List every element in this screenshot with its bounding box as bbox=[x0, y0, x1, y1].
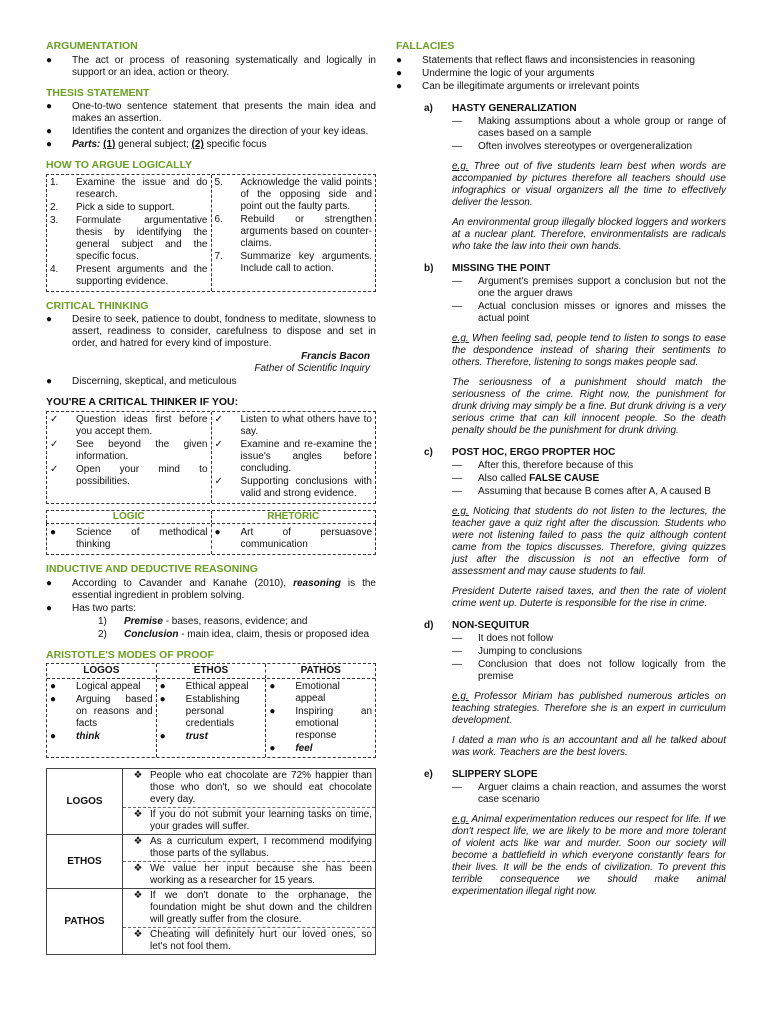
fallacy-example bbox=[396, 333, 726, 369]
list-item bbox=[396, 141, 726, 153]
bullet-icon: ● bbox=[214, 526, 221, 538]
eg-label: e.g. bbox=[452, 690, 469, 702]
example-body bbox=[123, 889, 375, 954]
thinker-trait: Supporting conclusions with valid and strong evidence. bbox=[240, 475, 372, 499]
list-item bbox=[269, 706, 372, 742]
logos-header: LOGOS bbox=[83, 665, 120, 677]
rhetoric-heading: RHETORIC bbox=[211, 511, 376, 523]
list-item bbox=[160, 681, 263, 693]
dash-icon: — bbox=[452, 459, 462, 471]
thesis-heading: THESIS STATEMENT bbox=[46, 86, 150, 99]
argue-steps-left bbox=[47, 175, 211, 291]
premise-term: Premise bbox=[124, 615, 163, 627]
mode-keyword: think bbox=[76, 731, 100, 743]
thinker-trait: Question ideas first before you accept them. bbox=[76, 413, 208, 437]
step-number: 7. bbox=[214, 250, 223, 262]
bullet-icon: ● bbox=[269, 681, 276, 693]
fallacy-detail: Assuming that because B comes after A, A caused B bbox=[478, 485, 711, 497]
example-label: LOGOS bbox=[47, 769, 123, 834]
fallacy-point: Can be illegitimate arguments or irrelevant points bbox=[422, 80, 640, 92]
fallacy-title-row bbox=[396, 620, 726, 632]
parts-label: Parts: bbox=[72, 139, 101, 151]
fallacy-detail: After this, therefore because of this bbox=[478, 459, 634, 471]
thesis-point: Identifies the content and organizes the direction of your key ideas. bbox=[72, 126, 369, 138]
fallacy-slippery-slope bbox=[396, 769, 726, 898]
part2-number: (2) bbox=[191, 139, 204, 151]
fallacy-detail: Arguer claims a chain reaction, and assumes the worst case scenario bbox=[478, 781, 726, 805]
list-item bbox=[46, 603, 376, 615]
fallacy-example: I dated a man who is an accountant and all he talked about was work. Teachers are the best lovers. bbox=[452, 734, 726, 758]
fallacy-detail: Often involves stereotypes or overgeneralization bbox=[478, 140, 693, 152]
bullet-icon: ● bbox=[50, 681, 57, 693]
example-text: When feeling sad, people tend to listen to songs to ease the despondence instead of sharing their sentiments to others. Therefore, listening to songs makes people sad. bbox=[452, 332, 726, 368]
fallacy-non-sequitur bbox=[396, 620, 726, 759]
example-label: ETHOS bbox=[47, 835, 123, 888]
fallacy-detail bbox=[478, 473, 726, 485]
list-item bbox=[46, 139, 376, 151]
dash-icon: — bbox=[452, 472, 462, 484]
list-item bbox=[46, 616, 376, 628]
thinker-heading: YOU'RE A CRITICAL THINKER IF YOU: bbox=[46, 396, 239, 409]
list-item bbox=[396, 646, 726, 658]
fallacy-detail: Argument's premises support a conclusion but not the one the arguer draws bbox=[478, 275, 726, 299]
list-item bbox=[46, 126, 376, 138]
right-column bbox=[396, 40, 726, 898]
dash-icon: — bbox=[452, 632, 462, 644]
bullet-icon: ● bbox=[46, 54, 53, 66]
example-text: As a curriculum expert, I recommend modifying those parts of the syllabus. bbox=[150, 836, 372, 860]
pathos-cell bbox=[265, 679, 375, 757]
check-icon: ✓ bbox=[214, 475, 223, 487]
list-item bbox=[50, 264, 208, 288]
list-item bbox=[160, 694, 263, 730]
list-item bbox=[123, 861, 375, 888]
list-item bbox=[46, 578, 376, 602]
fallacy-title: NON-SEQUITUR bbox=[452, 619, 530, 631]
fallacy-missing-the-point bbox=[396, 263, 726, 437]
thesis-parts bbox=[72, 139, 376, 151]
dash-icon: — bbox=[452, 115, 462, 127]
bullet-icon: ● bbox=[46, 577, 53, 589]
fallacy-title-row bbox=[396, 447, 726, 459]
fallacy-title-row bbox=[396, 103, 726, 115]
list-item bbox=[50, 439, 208, 463]
list-item bbox=[50, 694, 153, 730]
list-item bbox=[46, 629, 376, 641]
bullet-icon: ● bbox=[396, 80, 403, 92]
list-item bbox=[123, 889, 375, 927]
diamond-icon: ❖ bbox=[133, 929, 143, 941]
table-row bbox=[47, 769, 375, 834]
check-icon: ✓ bbox=[214, 438, 223, 450]
diamond-icon: ❖ bbox=[133, 770, 143, 782]
fallacy-letter: a) bbox=[424, 102, 433, 114]
example-text: People who eat chocolate are 72% happier than those who don't, so we should eat chocolate every day. bbox=[150, 770, 372, 806]
bullet-icon: ● bbox=[46, 126, 53, 138]
example-text: Noticing that students do not listen to the lectures, the teacher gave a quiz right after the discussion. Students who were not listening failed to pass the quiz although content came from the topics discusses. Therefore, giving quizzes just after the discussion is not an effective form of assessment and may cause students to fail. bbox=[452, 505, 726, 577]
part1-number: (1) bbox=[103, 139, 116, 151]
step-text: Acknowledge the valid points of the opposing side and point out the faulty parts. bbox=[240, 176, 372, 212]
logic-cell bbox=[47, 524, 211, 554]
bullet-icon: ● bbox=[396, 67, 403, 79]
table-row bbox=[47, 834, 375, 888]
step-text: Present arguments and the supporting evidence. bbox=[76, 263, 208, 287]
list-item bbox=[396, 276, 726, 300]
example-text: If you do not submit your learning tasks on time, your grades will suffer. bbox=[150, 809, 372, 833]
fallacy-title-row bbox=[396, 769, 726, 781]
list-item bbox=[396, 473, 726, 485]
mode-point: Establishing personal credentials bbox=[185, 694, 240, 730]
fallacy-point: Undermine the logic of your arguments bbox=[422, 67, 595, 79]
list-item bbox=[396, 116, 726, 140]
mode-point: Ethical appeal bbox=[185, 681, 249, 693]
fallacy-title: POST HOC, ERGO PROPTER HOC bbox=[452, 446, 616, 458]
list-item bbox=[46, 314, 376, 350]
list-item bbox=[123, 807, 375, 834]
mode-point: Inspiring an emotional response bbox=[295, 706, 373, 742]
list-item bbox=[396, 659, 726, 683]
list-item bbox=[215, 527, 373, 551]
premise-text bbox=[124, 616, 376, 628]
list-item bbox=[50, 464, 208, 488]
list-item bbox=[215, 177, 373, 213]
conclusion-text bbox=[124, 629, 376, 641]
fallacies-heading: FALLACIES bbox=[396, 40, 455, 52]
part1-text: general subject; bbox=[115, 139, 189, 151]
list-item bbox=[215, 476, 373, 500]
fallacy-example: President Duterte raised taxes, and then the rate of violent crime went up. Duterte is responsible for the rise in crime. bbox=[452, 585, 726, 609]
list-item bbox=[50, 527, 208, 551]
bullet-icon: ● bbox=[269, 706, 276, 718]
fallacy-hasty-generalization bbox=[396, 103, 726, 253]
fallacy-example: An environmental group illegally blocked loggers and workers at a nuclear plant. Therefore, environmentalists are radicals who take the law into their own hands. bbox=[452, 216, 726, 252]
fallacy-title-row bbox=[396, 263, 726, 275]
fallacy-detail: Conclusion that does not follow logically from the premise bbox=[478, 658, 726, 682]
example-text: Three out of five students learn best when words are accompanied by pictures therefore all teachers should use infographics or visual organizers all the time to effectively deliver the lesson. bbox=[452, 160, 726, 208]
critical-traits: Discerning, skeptical, and meticulous bbox=[72, 376, 237, 388]
list-item bbox=[50, 681, 153, 693]
bullet-icon: ● bbox=[159, 731, 166, 743]
bullet-icon: ● bbox=[269, 743, 276, 755]
fallacy-title: MISSING THE POINT bbox=[452, 262, 551, 274]
eg-label: e.g. bbox=[452, 332, 469, 344]
diamond-icon: ❖ bbox=[133, 863, 143, 875]
thinker-right bbox=[211, 412, 376, 503]
list-item bbox=[396, 633, 726, 645]
thinker-left bbox=[47, 412, 211, 503]
diamond-icon: ❖ bbox=[133, 836, 143, 848]
logic-rhetoric-table bbox=[46, 523, 376, 555]
list-item bbox=[269, 743, 372, 755]
dash-icon: — bbox=[452, 300, 462, 312]
diamond-icon: ❖ bbox=[133, 890, 143, 902]
fallacy-example bbox=[396, 814, 726, 898]
conclusion-term: Conclusion bbox=[124, 628, 179, 640]
fallacy-example bbox=[396, 506, 726, 578]
step-text: Summarize key arguments. Include call to action. bbox=[240, 250, 372, 274]
step-number: 6. bbox=[214, 213, 223, 225]
list-item bbox=[123, 835, 375, 861]
eg-label: e.g. bbox=[452, 813, 469, 825]
thinker-trait: Open your mind to possibilities. bbox=[76, 463, 208, 487]
dash-icon: — bbox=[452, 140, 462, 152]
critical-definition: Desire to seek, patience to doubt, fondness to meditate, slowness to assert, readiness to consider, carefulness to dispose and set in order, and hatred for every kind of imposture. bbox=[72, 314, 376, 350]
fallacy-letter: c) bbox=[424, 446, 433, 458]
list-item bbox=[396, 486, 726, 498]
list-item bbox=[50, 177, 208, 201]
argumentation-heading: ARGUMENTATION bbox=[46, 40, 138, 52]
dash-icon: — bbox=[452, 781, 462, 793]
fallacy-example bbox=[396, 691, 726, 727]
example-body bbox=[123, 769, 375, 834]
step-number: 4. bbox=[50, 263, 59, 275]
reasoning-pre: According to Cavander and Kanahe (2010), bbox=[72, 577, 294, 589]
list-item bbox=[396, 81, 726, 93]
detail-pre: Also called bbox=[478, 472, 530, 484]
ethos-header: ETHOS bbox=[156, 664, 266, 678]
list-item bbox=[396, 782, 726, 806]
logos-cell bbox=[47, 679, 156, 757]
list-item bbox=[215, 414, 373, 438]
modes-table bbox=[46, 663, 376, 758]
logic-rhetoric-header bbox=[46, 510, 376, 523]
list-item bbox=[396, 68, 726, 80]
check-icon: ✓ bbox=[50, 438, 59, 450]
list-item bbox=[46, 376, 376, 388]
bullet-icon: ● bbox=[159, 694, 166, 706]
list-item bbox=[46, 101, 376, 125]
critical-heading: CRITICAL THINKING bbox=[46, 299, 149, 312]
list-item bbox=[50, 215, 208, 263]
example-text: Animal experimentation reduces our respect for life. If we don't respect life, we are likely to be more and more tolerant of violent acts like war and murder. Soon our society will become a battlefield in which everyone constantly fears for their lives. It will be the ends of civilization. To prevent this terrible consequence we should make animal experimentation illegal right now. bbox=[452, 813, 726, 897]
fallacy-detail: It does not follow bbox=[478, 632, 554, 644]
list-item bbox=[215, 251, 373, 275]
fallacy-letter: d) bbox=[424, 619, 434, 631]
list-item bbox=[396, 460, 726, 472]
list-item bbox=[396, 301, 726, 325]
step-number: 2. bbox=[50, 201, 59, 213]
rhetoric-definition: Art of persuasove communication bbox=[240, 526, 372, 550]
dash-icon: — bbox=[452, 275, 462, 287]
check-icon: ✓ bbox=[50, 413, 59, 425]
argue-steps-right bbox=[211, 175, 376, 291]
table-row bbox=[47, 664, 375, 678]
example-text: Cheating will definitely hurt our loved ones, so let's not fool them. bbox=[150, 929, 372, 953]
list-item bbox=[50, 202, 208, 214]
thinker-table bbox=[46, 411, 376, 504]
example-label: PATHOS bbox=[47, 889, 123, 954]
mode-point: Emotional appeal bbox=[295, 681, 340, 705]
fallacy-point: Statements that reflect flaws and inconsistencies in reasoning bbox=[422, 54, 695, 66]
logic-definition: Science of methodical thinking bbox=[76, 526, 208, 550]
step-number: 5. bbox=[214, 176, 223, 188]
fallacy-letter: e) bbox=[424, 768, 433, 780]
quote-author-role: Father of Scientific Inquiry bbox=[254, 363, 370, 375]
diamond-icon: ❖ bbox=[133, 809, 143, 821]
thinker-trait: Examine and re-examine the issue's angles before concluding. bbox=[240, 438, 372, 474]
part-number: 1) bbox=[98, 615, 107, 627]
fallacy-title: HASTY GENERALIZATION bbox=[452, 102, 577, 114]
ethos-cell bbox=[156, 679, 266, 757]
argue-heading: HOW TO ARGUE LOGICALLY bbox=[46, 159, 193, 172]
list-item bbox=[160, 731, 263, 743]
bullet-icon: ● bbox=[159, 681, 166, 693]
fallacy-post-hoc bbox=[396, 447, 726, 610]
table-row bbox=[47, 678, 375, 757]
table-row bbox=[47, 888, 375, 954]
fallacy-example bbox=[396, 161, 726, 209]
argumentation-definition: The act or process of reasoning systematically and logically in support or an idea, action or theory. bbox=[72, 54, 376, 78]
two-parts-label: Has two parts: bbox=[72, 602, 136, 614]
check-icon: ✓ bbox=[50, 463, 59, 475]
bullet-icon: ● bbox=[396, 54, 403, 66]
mode-point: Logical appeal bbox=[76, 681, 141, 693]
bullet-icon: ● bbox=[46, 139, 53, 151]
mode-keyword: feel bbox=[295, 743, 313, 755]
list-item bbox=[123, 769, 375, 807]
false-cause-term: FALSE CAUSE bbox=[529, 472, 600, 484]
pathos-header: PATHOS bbox=[265, 664, 375, 678]
fallacy-letter: b) bbox=[424, 262, 434, 274]
part2-text: specific focus bbox=[203, 139, 267, 151]
thinker-trait: Listen to what others have to say. bbox=[240, 413, 372, 437]
dash-icon: — bbox=[452, 658, 462, 670]
example-text: Professor Miriam has published numerous articles on teaching strategies. Therefore she is an expert in curriculum development. bbox=[452, 690, 726, 726]
fallacy-example: The seriousness of a punishment should match the seriousness of the crime. Right now, the punishment for drunk driving may simply be a fine. But drunk driving is a very serious crime that can kill innocent people. So the death penalty should be the punishment for drunk driving. bbox=[452, 376, 726, 436]
bullet-icon: ● bbox=[46, 314, 53, 326]
step-text: Pick a side to support. bbox=[76, 201, 175, 213]
logic-heading: LOGIC bbox=[112, 510, 145, 522]
reasoning-term: reasoning bbox=[293, 577, 341, 589]
fallacy-title: SLIPPERY SLOPE bbox=[452, 768, 538, 780]
eg-label: e.g. bbox=[452, 160, 469, 172]
bullet-icon: ● bbox=[46, 376, 53, 388]
dash-icon: — bbox=[452, 485, 462, 497]
inductive-heading: INDUCTIVE AND DEDUCTIVE REASONING bbox=[46, 562, 258, 575]
reasoning-post: is the essential ingredient in problem solving. bbox=[72, 577, 376, 601]
example-body bbox=[123, 835, 375, 888]
fallacy-detail: Jumping to conclusions bbox=[478, 645, 582, 657]
conclusion-def: - main idea, claim, thesis or proposed idea bbox=[178, 628, 370, 640]
example-text: We value her input because she has been working as a researcher for 15 years. bbox=[150, 863, 372, 887]
list-item bbox=[123, 927, 375, 954]
premise-def: - bases, reasons, evidence; and bbox=[162, 615, 308, 627]
step-text: Examine the issue and do research. bbox=[76, 176, 208, 200]
rhetoric-cell bbox=[211, 524, 376, 554]
thinker-trait: See beyond the given information. bbox=[76, 438, 208, 462]
bullet-icon: ● bbox=[50, 526, 57, 538]
mode-keyword: trust bbox=[185, 731, 208, 743]
check-icon: ✓ bbox=[214, 413, 223, 425]
mode-point: Arguing based on reasons and facts bbox=[76, 694, 153, 730]
argue-steps-table bbox=[46, 174, 376, 292]
left-column bbox=[46, 40, 376, 955]
list-item bbox=[215, 439, 373, 475]
reasoning-definition bbox=[72, 578, 376, 602]
step-number: 3. bbox=[50, 214, 59, 226]
step-text: Rebuild or strengthen arguments based on counter-claims. bbox=[240, 213, 372, 249]
example-text: If we don't donate to the orphanage, the foundation might be shut down and the children will greatly suffer from the closure. bbox=[150, 890, 372, 926]
fallacy-detail: Actual conclusion misses or ignores and misses the actual point bbox=[478, 300, 726, 324]
step-number: 1. bbox=[50, 176, 59, 188]
modes-heading: ARISTOTLE'S MODES OF PROOF bbox=[46, 648, 214, 661]
quote-author: Francis Bacon bbox=[301, 351, 370, 363]
eg-label: e.g. bbox=[452, 505, 469, 517]
list-item bbox=[50, 731, 153, 743]
list-item bbox=[396, 55, 726, 67]
bullet-icon: ● bbox=[46, 602, 53, 614]
list-item bbox=[50, 414, 208, 438]
modes-examples-table bbox=[46, 768, 376, 955]
list-item bbox=[215, 214, 373, 250]
bullet-icon: ● bbox=[50, 694, 57, 706]
thesis-point: One-to-two sentence statement that presents the main idea and makes an assertion. bbox=[72, 101, 376, 125]
list-item bbox=[46, 55, 376, 79]
list-item bbox=[269, 681, 372, 705]
part-number: 2) bbox=[98, 628, 107, 640]
bullet-icon: ● bbox=[46, 101, 53, 113]
step-text: Formulate argumentative thesis by identifying the general subject and the specific focus. bbox=[76, 214, 208, 262]
fallacy-detail: Making assumptions about a whole group or range of cases based on a sample bbox=[478, 115, 726, 139]
dash-icon: — bbox=[452, 645, 462, 657]
bullet-icon: ● bbox=[50, 731, 57, 743]
